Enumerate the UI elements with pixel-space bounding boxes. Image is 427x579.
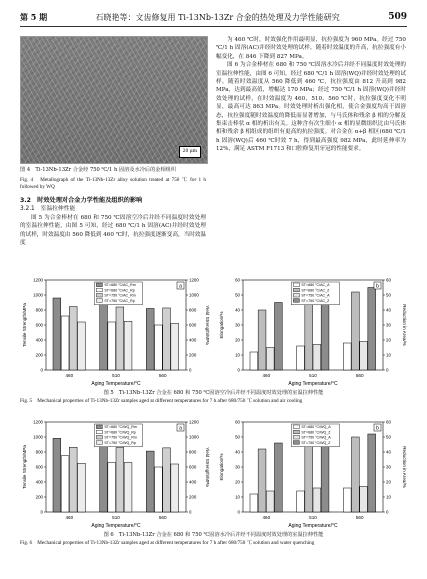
bar — [360, 342, 368, 371]
y-tick-label: 1000 — [33, 292, 43, 298]
x-tick-label: 510 — [309, 373, 317, 378]
x-tick-label: 460 — [65, 515, 74, 520]
bar — [258, 310, 266, 370]
y-tick-label: 0 — [237, 367, 240, 373]
bar — [163, 448, 171, 512]
bar — [53, 438, 61, 512]
y-tick-label: 200 — [35, 494, 43, 500]
bar — [305, 298, 313, 370]
x-axis-label: Aging Temperature/°C — [288, 523, 338, 529]
bar — [313, 488, 321, 512]
y-tick-label: 20 — [235, 337, 240, 343]
x-tick-label: 560 — [355, 515, 364, 520]
body-paragraph: 图 6 为合金棒材在 680 和 750 ℃固溶水冷后并经不同温度时效处理的室温拉伸性能，由图 6 可知，经过 680 ℃/1 h 固溶(WQ)并经时效处理的试样，随着时效温度从 560 降低到 460 ℃，抗拉强度由 812 升高到 982 MPa，达到最高值，增幅达 170 MPa；经过 750 ℃/1 h 固溶(WQ)并经时效处理的试样，在时效温度为 460、510、560 ℃时，抗拉强度变化不明显，最高可达 863 MPa。时效处理时析出强化相，使合金强度均高于固溶态，抗拉强度随时效温度的降低而显著增加，与马氏体和残余 β 相的分解及集束击棒状 α 相的析出有关。这种含有次生细小 α 相的显微组织比由马氏体相和残余 β 相组成的组织有更高的抗拉强度。对合金在 α+β 相区(680 ℃/1 h 固溶(WQ)后 460 ℃时效 7 h，得到最高强度 982 MPa，此时延伸率为 12%，满足 ASTM F1713 和口腔修复用牙冠的性能要求。 — [216, 62, 406, 153]
bar — [146, 451, 154, 512]
y-tick-label: 1200 — [33, 419, 43, 425]
legend-swatch — [96, 283, 102, 287]
y-tick-label: 30 — [235, 322, 240, 328]
y2-tick-label: 0 — [189, 509, 192, 515]
y2-tick-label: 20 — [386, 479, 391, 485]
bar — [116, 307, 124, 370]
bar — [275, 443, 283, 512]
bar — [352, 292, 360, 370]
y-tick-label: 10 — [235, 352, 240, 358]
y2-axis-label: Reduction in Area/% — [402, 446, 407, 488]
y2-axis-label: Yield Strength/MPa — [205, 447, 210, 487]
subsection-heading: 3.2.1 室温拉伸性能 — [20, 206, 76, 213]
y-tick-label: 50 — [235, 292, 240, 298]
y2-tick-label: 50 — [386, 434, 391, 440]
bar — [368, 288, 376, 371]
y2-tick-label: 1200 — [189, 419, 199, 425]
bar — [266, 491, 274, 512]
y-tick-label: 50 — [235, 434, 240, 440]
fig5-caption-cn: 图 5 Ti-13Nb-13Zr 合金在 680 和 750 ℃固溶空冷后并经不同温度时效处理的室温拉伸性能 — [103, 390, 324, 396]
legend-swatch — [293, 288, 299, 292]
y-tick-label: 20 — [235, 479, 240, 485]
y-tick-label: 10 — [235, 494, 240, 500]
bar — [100, 446, 108, 512]
bar — [343, 488, 351, 512]
bar — [69, 307, 77, 370]
body-paragraph: 图 5 为合金棒材在 680 和 750 ℃固溶空冷后并经不同温度时效处理的室温拉伸性能，由图 5 可知，经过 680 ℃/1 h 固溶(AC)并经时效处理的试样，时效温度由 560 降低到 460 ℃时，抗拉强度逐渐变高，当时效温度 — [20, 214, 206, 247]
x-tick-label: 510 — [112, 515, 120, 520]
legend-label: ST=680 °C/AC_Rm — [104, 283, 136, 288]
y2-tick-label: 20 — [386, 337, 391, 343]
figure-5 — [20, 272, 407, 405]
bar — [155, 467, 163, 512]
legend-label: ST=750 °C/WQ_Rp — [104, 440, 136, 445]
y-axis-label: Tensile Strength/MPa — [22, 303, 27, 347]
y2-tick-label: 400 — [189, 337, 197, 343]
chart-5b — [217, 272, 407, 389]
x-tick-label: 460 — [262, 515, 271, 520]
fig5-caption-en: Fig. 5 Mechanical properties of Ti-13Nb-13Zr samples aged at different temperatures for 7 h after 680/750 ℃ solution and air cooling — [20, 398, 303, 404]
y-tick-label: 40 — [235, 307, 240, 313]
x-axis-label: Aging Temperature/°C — [91, 381, 141, 387]
bar — [78, 322, 86, 370]
bar — [352, 437, 360, 512]
y-tick-label: 40 — [235, 449, 240, 455]
legend-label: ST=680 °C/WQ_Rp — [104, 430, 136, 435]
bar — [53, 298, 61, 370]
fig4-caption-en: Fig. 4 Metallograph of the Ti-13Nb-13Zr alloy solution treated at 750 ℃ for 1 h followed by WQ — [20, 177, 206, 190]
legend-label: ST=680 °C/AC_Z — [301, 288, 330, 293]
y-tick-label: 30 — [235, 464, 240, 470]
y2-tick-label: 30 — [386, 322, 391, 328]
legend-swatch — [293, 430, 299, 434]
y2-tick-label: 0 — [386, 367, 389, 373]
y2-tick-label: 40 — [386, 307, 391, 313]
y2-tick-label: 800 — [189, 307, 197, 313]
bar — [305, 446, 313, 512]
legend-label: ST=680 °C/AC_A — [301, 283, 330, 288]
bar — [250, 352, 258, 370]
y2-tick-label: 200 — [189, 494, 197, 500]
panel-label: a — [179, 283, 182, 290]
x-tick-label: 510 — [309, 515, 317, 520]
legend-swatch — [293, 441, 299, 445]
y2-tick-label: 600 — [189, 322, 197, 328]
bar — [163, 308, 171, 370]
legend-label: ST=680 °C/AC_Rp — [104, 288, 135, 293]
legend-label: ST=680 °C/WQ_Z — [301, 430, 331, 435]
y-tick-label: 800 — [35, 449, 43, 455]
x-axis-label: Aging Temperature/°C — [91, 523, 141, 529]
y-tick-label: 600 — [35, 464, 43, 470]
y2-axis-label: Reduction in Area/% — [402, 304, 407, 346]
legend-label: ST=750 °C/WQ_Z — [301, 440, 331, 445]
y2-tick-label: 1000 — [189, 434, 199, 440]
legend-swatch — [96, 299, 102, 303]
legend-label: ST=750 °C/WQ_A — [301, 435, 331, 440]
y2-tick-label: 60 — [386, 419, 391, 425]
legend-swatch — [96, 425, 102, 429]
x-tick-label: 460 — [65, 373, 74, 378]
y2-tick-label: 400 — [189, 479, 197, 485]
y-tick-label: 400 — [35, 337, 43, 343]
x-tick-label: 560 — [158, 515, 167, 520]
bar — [266, 348, 274, 371]
bar — [250, 494, 258, 512]
bar — [313, 345, 321, 371]
x-tick-label: 560 — [355, 373, 364, 378]
y-tick-label: 60 — [235, 419, 240, 425]
body-paragraph: 为 460 ℃时，时效强化作用最明显，抗拉强度为 960 MPa。经过 750 ℃/1 h 固溶(AC)并经时效处理的试样，随着时效温度的升高，抗拉强度有小幅变化，在 846 下降到 827 MPa。 — [216, 37, 406, 60]
bar — [100, 304, 108, 370]
metallograph-image — [20, 36, 208, 164]
left-column — [20, 36, 206, 247]
bar — [108, 463, 116, 513]
legend-swatch — [293, 435, 299, 439]
chart-5a — [20, 272, 210, 389]
page-header — [20, 10, 407, 27]
y-tick-label: 0 — [237, 509, 240, 515]
fig6-caption-cn: 图 6 Ti-13Nb-13Zr 合金在 680 和 750 ℃固溶水冷后并经不同温度时效处理的室温拉伸性能 — [103, 532, 324, 538]
bar — [116, 448, 124, 513]
y2-tick-label: 200 — [189, 352, 197, 358]
bar — [171, 464, 179, 512]
y2-tick-label: 800 — [189, 449, 197, 455]
legend-label: ST=680 °C/WQ_Rm — [104, 425, 137, 430]
x-tick-label: 560 — [158, 373, 167, 378]
y2-tick-label: 0 — [386, 509, 389, 515]
right-column — [216, 36, 406, 154]
y-tick-label: 1000 — [33, 434, 43, 440]
y-tick-label: 60 — [235, 277, 240, 283]
y-tick-label: 1200 — [33, 277, 43, 283]
bar — [146, 309, 154, 371]
legend-swatch — [96, 288, 102, 292]
legend-swatch — [96, 293, 102, 297]
bar — [321, 440, 329, 512]
y-tick-label: 400 — [35, 479, 43, 485]
y-tick-label: 800 — [35, 307, 43, 313]
issue-number: 第 5 期 — [20, 11, 48, 22]
bar — [171, 324, 179, 371]
legend-swatch — [96, 441, 102, 445]
y2-tick-label: 50 — [386, 292, 391, 298]
legend-label: ST=750 °C/AC_Rm — [104, 293, 136, 298]
bar — [61, 316, 69, 370]
y-axis-label: Tensile Strength/MPa — [22, 445, 27, 489]
fig6-caption-en: Fig. 6 Mechanical properties of Ti-13Nb-13Zr samples aged at different temperatures for 7 h after 680/750 ℃ solution and water quenching — [20, 540, 315, 546]
bar — [297, 491, 305, 512]
y2-tick-label: 1000 — [189, 292, 199, 298]
x-axis-label: Aging Temperature/°C — [288, 381, 338, 387]
figure-6 — [20, 414, 407, 547]
bar — [297, 346, 305, 370]
bar — [321, 295, 329, 370]
bar — [61, 456, 69, 512]
y2-tick-label: 600 — [189, 464, 197, 470]
bar — [275, 303, 283, 371]
bar — [69, 447, 77, 512]
legend-label: ST=680 °C/WQ_A — [301, 425, 331, 430]
y2-axis-label: Yield Strength/MPa — [205, 305, 210, 345]
y-axis-label: Elongation/% — [219, 453, 224, 481]
bar — [343, 343, 351, 370]
legend-label: ST=750 °C/AC_Z — [301, 298, 330, 303]
y2-tick-label: 1200 — [189, 277, 199, 283]
section-heading: 3.2 时效处理对合金力学性能及组织的影响 — [20, 197, 143, 204]
y-tick-label: 600 — [35, 322, 43, 328]
scale-bar: 20 μm — [179, 146, 201, 158]
bar — [78, 463, 86, 512]
chart-6a — [20, 414, 210, 531]
y-tick-label: 200 — [35, 352, 43, 358]
y2-tick-label: 60 — [386, 277, 391, 283]
page-number: 509 — [388, 12, 407, 22]
legend-swatch — [293, 283, 299, 287]
bar — [258, 449, 266, 512]
legend-label: ST=750 °C/WQ_Rm — [104, 435, 137, 440]
legend-swatch — [293, 425, 299, 429]
y-tick-label: 0 — [40, 509, 43, 515]
chart-6b — [217, 414, 407, 531]
x-tick-label: 460 — [262, 373, 271, 378]
legend-swatch — [96, 435, 102, 439]
y2-tick-label: 30 — [386, 464, 391, 470]
y2-tick-label: 0 — [189, 367, 192, 373]
y-tick-label: 0 — [40, 367, 43, 373]
legend-label: ST=750 °C/AC_Rp — [104, 298, 135, 303]
panel-label: a — [179, 425, 182, 432]
fig4-caption-cn: 图 4 Ti-13Nb-13Zr 合金经 750 ℃/1 h 固溶及水冷后的金相组织 — [20, 167, 177, 173]
bar — [124, 321, 132, 370]
legend-swatch — [293, 293, 299, 297]
bar — [368, 434, 376, 512]
bar — [360, 487, 368, 513]
y-axis-label: Elongation/% — [219, 311, 224, 339]
x-tick-label: 510 — [112, 373, 120, 378]
legend-swatch — [96, 430, 102, 434]
bar — [155, 325, 163, 370]
legend-swatch — [293, 299, 299, 303]
bar — [124, 463, 132, 513]
y2-tick-label: 40 — [386, 449, 391, 455]
panel-label: b — [376, 283, 379, 290]
panel-label: b — [376, 425, 379, 432]
y2-tick-label: 10 — [386, 494, 391, 500]
running-title: 石晓艳等：文齿修复用 Ti-13Nb-13Zr 合金的热处理及力学性能研究 — [95, 12, 340, 22]
bar — [108, 322, 116, 370]
y2-tick-label: 10 — [386, 352, 391, 358]
legend-label: ST=750 °C/AC_A — [301, 293, 330, 298]
